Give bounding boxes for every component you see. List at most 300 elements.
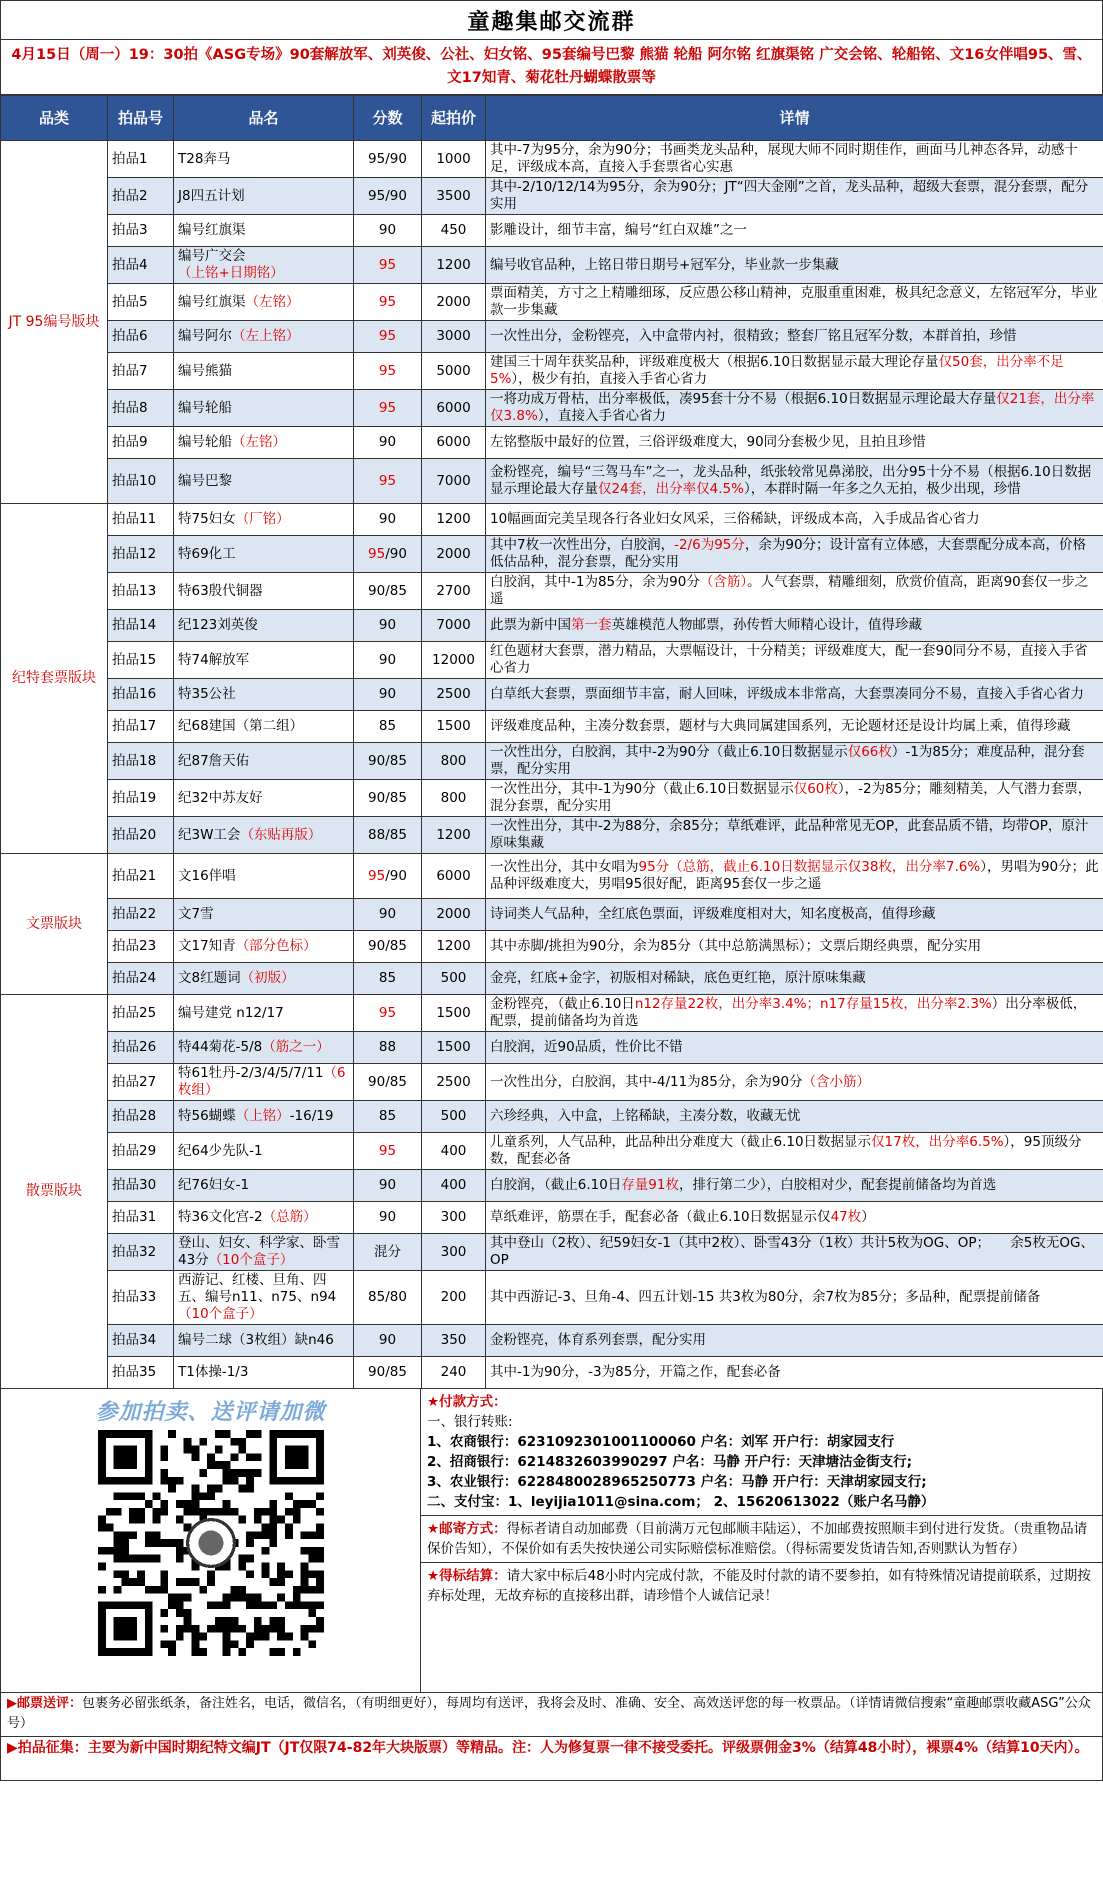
table-row xyxy=(1,963,1103,995)
table-row xyxy=(1,353,1103,390)
lot-start-price: 2000 xyxy=(422,536,486,573)
table-row xyxy=(1,1325,1103,1357)
lot-name xyxy=(174,1064,354,1101)
lot-score xyxy=(354,1101,422,1133)
text-segment: 一次性出分，其中-1为90分（截止6.10日数据显示 xyxy=(490,781,794,797)
text-segment: 仅60枚 xyxy=(793,781,838,797)
table-row xyxy=(1,178,1103,215)
text-segment: 90 xyxy=(378,434,397,450)
text-segment: 金亮，红底+金字，初版相对稀缺，底色更红艳，原汁原味集藏 xyxy=(490,970,866,986)
text-segment: 95/90 xyxy=(368,150,407,167)
text-segment: 其中-1为90分，-3为85分，开篇之作，配套必备 xyxy=(490,1364,781,1380)
header-detail: 详情 xyxy=(486,96,1103,141)
text-segment: 金粉铿亮，（截止6.10日 xyxy=(490,996,635,1012)
lot-number: 拍品14 xyxy=(108,610,174,642)
lot-number: 拍品19 xyxy=(108,780,174,817)
text-segment: 95 xyxy=(378,328,397,344)
lot-number: 拍品25 xyxy=(108,995,174,1032)
lot-detail xyxy=(486,141,1103,178)
text-segment: 纪68建国（第二组） xyxy=(178,718,304,734)
lot-start-price: 800 xyxy=(422,780,486,817)
text-segment: 特61牡丹-2/3/4/5/7/11 xyxy=(178,1065,324,1081)
lot-detail xyxy=(486,963,1103,995)
lot-name xyxy=(174,1133,354,1170)
table-row xyxy=(1,817,1103,854)
lot-number: 拍品11 xyxy=(108,504,174,536)
lot-name xyxy=(174,899,354,931)
lot-start-price: 3000 xyxy=(422,321,486,353)
lot-score xyxy=(354,536,422,573)
text-segment: /90 xyxy=(385,545,407,562)
text-segment: （10个盒子） xyxy=(208,1252,294,1268)
lot-detail xyxy=(486,1032,1103,1064)
text-segment: （厂铭） xyxy=(235,511,290,527)
text-segment: 特44菊花-5/8 xyxy=(178,1039,263,1055)
text-segment: 特56蝴蝶 xyxy=(178,1108,236,1124)
header-lot-no: 拍品号 xyxy=(108,96,174,141)
text-segment: ），极少有拍，直接入手省心省力 xyxy=(511,371,708,387)
lot-detail xyxy=(486,679,1103,711)
text-segment: 90 xyxy=(378,222,397,238)
text-segment: 95 xyxy=(378,1142,397,1159)
table-row xyxy=(1,390,1103,427)
text-segment: T28奔马 xyxy=(178,150,231,167)
lot-start-price: 7000 xyxy=(422,610,486,642)
lot-start-price: 400 xyxy=(422,1170,486,1202)
text-segment: 95/90 xyxy=(368,187,407,204)
lot-name xyxy=(174,141,354,178)
lot-score xyxy=(354,321,422,353)
text-segment: 90/85 xyxy=(368,752,407,769)
lot-number: 拍品35 xyxy=(108,1357,174,1389)
page-title: 童趣集邮交流群 xyxy=(0,0,1103,40)
lot-name xyxy=(174,963,354,995)
text-segment: 90 xyxy=(378,511,397,527)
text-segment: 影雕设计，细节丰富，编号“红白双雄”之一 xyxy=(490,222,747,238)
lot-detail xyxy=(486,711,1103,743)
text-segment: 编号二球（3枚组）缺n46 xyxy=(178,1332,334,1348)
text-segment: 金粉铿亮，编号“三驾马车”之一，龙头品种，纸张较常见鼻涕胶，出分95十分不易（根据6.10日数据显示理论最大存量 xyxy=(490,464,1092,497)
lot-score xyxy=(354,284,422,321)
table-row xyxy=(1,573,1103,610)
text-segment: ），男唱为90分；此品种评级难度大，男唱95很好配，距离95套仅一步之遥 xyxy=(490,859,1099,892)
text-segment: （6枚组） xyxy=(178,1065,346,1098)
qr-title: 参加拍卖、送评请加微 xyxy=(95,1400,326,1425)
lot-number: 拍品21 xyxy=(108,854,174,899)
lot-number: 拍品30 xyxy=(108,1170,174,1202)
text-segment: 其中7枚一次性出分，白胶润， xyxy=(490,537,675,553)
text-segment: 其中-7为95分，余为90分；书画类龙头品种，展现大师不同时期佳作，画面马儿神态各异，动感十足，评级成本高，直接入手套票省心实惠 xyxy=(490,142,1078,175)
lot-name xyxy=(174,711,354,743)
lot-score xyxy=(354,679,422,711)
table-row xyxy=(1,427,1103,459)
text-segment: 特75妇女 xyxy=(178,511,236,527)
lot-start-price: 2500 xyxy=(422,1064,486,1101)
text-segment: 文17知青 xyxy=(178,938,236,954)
text-segment: 85 xyxy=(378,1108,397,1124)
table-row xyxy=(1,642,1103,679)
lot-detail xyxy=(486,536,1103,573)
category-cell: 纪特套票版块 xyxy=(1,504,108,854)
text-segment: ），-2为85分；雕刻精美，人气潜力套票，混分套票，配分实用 xyxy=(490,781,1092,814)
table-row xyxy=(1,215,1103,247)
lot-number: 拍品8 xyxy=(108,390,174,427)
lot-start-price: 300 xyxy=(422,1234,486,1271)
lot-score xyxy=(354,711,422,743)
lot-score xyxy=(354,390,422,427)
lot-name xyxy=(174,504,354,536)
lot-name xyxy=(174,353,354,390)
text-segment: 95 xyxy=(378,399,397,416)
text-segment: 票面精美，方寸之上精雕细琢，反应愚公移山精神，克服重重困难，极具纪念意义，左铭冠军分，毕业款一步集藏 xyxy=(490,285,1098,318)
text-segment: ），95顶级分数，配套必备 xyxy=(490,1134,1082,1167)
text-segment: 仅17枚，出分率6.5% xyxy=(871,1134,1004,1150)
lot-start-price: 6000 xyxy=(422,390,486,427)
lot-name xyxy=(174,642,354,679)
lot-detail xyxy=(486,504,1103,536)
text-segment: 编号阿尔 xyxy=(178,328,232,344)
table-row xyxy=(1,1357,1103,1389)
text-segment: 纪3W工会 xyxy=(178,826,241,843)
lot-number: 拍品18 xyxy=(108,743,174,780)
lot-score xyxy=(354,1064,422,1101)
lot-start-price: 240 xyxy=(422,1357,486,1389)
text-segment: 一次性出分，白胶润，其中-4/11为85分，余为90分 xyxy=(490,1073,803,1090)
lot-name xyxy=(174,536,354,573)
text-segment: （左上铭） xyxy=(232,328,300,344)
text-segment: （东贴再版） xyxy=(240,826,322,843)
table-row xyxy=(1,679,1103,711)
text-segment: 95 xyxy=(378,293,397,310)
lot-score xyxy=(354,1357,422,1389)
submission-heading: ▶邮票送评： xyxy=(7,1696,82,1711)
lot-start-price: 1200 xyxy=(422,504,486,536)
lot-name xyxy=(174,1101,354,1133)
lot-detail xyxy=(486,459,1103,504)
text-segment: 一次性出分，金粉铿亮，入中盒带内衬，很精致；整套厂铭且冠军分数，本群首拍，珍惜 xyxy=(490,328,1017,344)
lot-name xyxy=(174,247,354,284)
lot-number: 拍品1 xyxy=(108,141,174,178)
text-segment: （上铭+日期铭） xyxy=(178,265,284,281)
text-segment: 一次性出分，白胶润，其中-2为90分（截止6.10日数据显示 xyxy=(490,744,848,760)
text-segment: 其中登山（2枚）、纪59妇女-1（其中2枚）、卧雪43分（1枚）共计5枚为OG、OP； 余5枚无OG、OP xyxy=(490,1235,1094,1268)
header-name: 品名 xyxy=(174,96,354,141)
text-segment: 90/85 xyxy=(368,582,407,599)
text-segment: ） xyxy=(861,1209,875,1225)
table-row xyxy=(1,1170,1103,1202)
text-segment: 。人气套票，精雕细刻，欣赏价值高，距离90套仅一步之遥 xyxy=(490,574,1089,607)
settle-heading: ★得标结算： xyxy=(427,1568,507,1584)
text-segment: 95分（总筋，截止6.10日数据显示仅38枚，出分率7.6% xyxy=(638,859,981,875)
text-segment: -16/19 xyxy=(289,1108,334,1124)
text-segment: 90 xyxy=(378,686,397,702)
lot-name xyxy=(174,995,354,1032)
text-segment: 白胶润，（截止6.10日 xyxy=(490,1177,622,1193)
text-segment: 文8红题词 xyxy=(178,970,241,986)
text-segment: （含小筋） xyxy=(802,1073,871,1090)
lot-score xyxy=(354,178,422,215)
text-segment: 白胶润，其中-1为85分，余为90分 xyxy=(490,574,700,590)
text-segment: 红色题材大套票，潜力精品，大票幅设计，十分精美；评级难度大，配一套90同分不易，直接入手省心省力 xyxy=(490,643,1088,676)
text-segment: 编号红旗渠 xyxy=(178,222,246,238)
lot-score xyxy=(354,215,422,247)
text-segment: 90 xyxy=(378,906,397,922)
lot-number: 拍品15 xyxy=(108,642,174,679)
auction-subtitle: 4月15日（周一）19：30拍《ASG专场》90套解放军、刘英俊、公社、妇女铭、95套编号巴黎 熊猫 轮船 阿尔铭 红旗渠铭 广交会铭、轮船铭、文16女伴唱95、雪、文17知青、菊花牡丹蝴蝶散票等 xyxy=(0,40,1103,95)
lot-detail xyxy=(486,427,1103,459)
payment-info xyxy=(421,1389,1102,1692)
payment-line: 二、支付宝：1、leyijia1011@sina.com； 2、15620613022（账户名马静） xyxy=(427,1494,935,1510)
lot-score xyxy=(354,817,422,854)
text-segment: 其中赤脚/挑担为90分，余为85分（其中总筋满黑标）；文票后期经典票，配分实用 xyxy=(490,938,982,954)
lot-name xyxy=(174,427,354,459)
lot-start-price: 1200 xyxy=(422,247,486,284)
text-segment: 金粉铿亮，体育系列套票，配分实用 xyxy=(490,1332,706,1348)
lot-start-price: 450 xyxy=(422,215,486,247)
lot-number: 拍品9 xyxy=(108,427,174,459)
text-segment: 90/85 xyxy=(368,938,407,954)
table-row xyxy=(1,459,1103,504)
lot-name xyxy=(174,743,354,780)
text-segment: 纪123刘英俊 xyxy=(178,617,258,633)
text-segment: 特74解放军 xyxy=(178,651,250,668)
text-segment: 编号广交会 xyxy=(178,248,246,264)
text-segment: 纪76妇女-1 xyxy=(178,1177,250,1193)
text-segment: 纪87詹天佑 xyxy=(178,752,250,769)
lot-score xyxy=(354,743,422,780)
lot-score xyxy=(354,995,422,1032)
text-segment: 草纸难评，筋票在手，配套必备（截止6.10日数据显示仅 xyxy=(490,1209,831,1225)
lot-detail xyxy=(486,247,1103,284)
table-row xyxy=(1,1064,1103,1101)
text-segment: 其中-2/10/12/14为95分，余为90分；JT“四大金刚”之首，龙头品种，超级大套票，混分套票，配分实用 xyxy=(490,179,1089,212)
header-score: 分数 xyxy=(354,96,422,141)
lot-start-price: 300 xyxy=(422,1202,486,1234)
text-segment: J8四五计划 xyxy=(178,187,245,204)
text-segment: 特35公社 xyxy=(178,686,236,702)
lot-number: 拍品22 xyxy=(108,899,174,931)
lot-detail xyxy=(486,610,1103,642)
lot-name xyxy=(174,1271,354,1325)
text-segment: T1体操-1/3 xyxy=(178,1364,249,1380)
text-segment: 47枚 xyxy=(830,1209,862,1225)
lot-name xyxy=(174,931,354,963)
lot-start-price: 2000 xyxy=(422,284,486,321)
text-segment: 纪32中苏友好 xyxy=(178,789,263,806)
table-row xyxy=(1,931,1103,963)
text-segment: 90 xyxy=(378,1332,397,1348)
lot-detail xyxy=(486,817,1103,854)
lot-start-price: 2700 xyxy=(422,573,486,610)
table-row xyxy=(1,1234,1103,1271)
lot-name xyxy=(174,610,354,642)
lot-start-price: 5000 xyxy=(422,353,486,390)
lot-score xyxy=(354,427,422,459)
lot-score xyxy=(354,1325,422,1357)
lot-score xyxy=(354,1170,422,1202)
lot-detail xyxy=(486,178,1103,215)
text-segment: 95 xyxy=(368,545,386,562)
lot-detail xyxy=(486,1234,1103,1271)
lot-number: 拍品26 xyxy=(108,1032,174,1064)
lot-start-price: 1500 xyxy=(422,1032,486,1064)
text-segment: 仅50套，出分率不足5% xyxy=(490,354,1064,387)
text-segment: 95 xyxy=(378,362,397,379)
lot-name xyxy=(174,854,354,899)
table-row xyxy=(1,1101,1103,1133)
lot-number: 拍品16 xyxy=(108,679,174,711)
lot-score xyxy=(354,1271,422,1325)
lot-number: 拍品32 xyxy=(108,1234,174,1271)
lot-score xyxy=(354,504,422,536)
lot-name xyxy=(174,459,354,504)
text-segment: （左铭） xyxy=(245,293,300,310)
lot-number: 拍品31 xyxy=(108,1202,174,1234)
text-segment: 90/85 xyxy=(368,1073,407,1090)
text-segment: 混分 xyxy=(374,1243,401,1260)
text-segment: ）-1为85分；难度品种，混分套票，配分实用 xyxy=(490,744,1085,777)
category-cell: 散票版块 xyxy=(1,995,108,1389)
lot-name xyxy=(174,390,354,427)
lot-name xyxy=(174,573,354,610)
text-segment: 特36文化宫-2 xyxy=(178,1209,263,1225)
text-segment: 90/85 xyxy=(368,789,407,806)
lot-number: 拍品27 xyxy=(108,1064,174,1101)
table-row xyxy=(1,1032,1103,1064)
text-segment: （上铭） xyxy=(235,1108,290,1124)
table-row xyxy=(1,504,1103,536)
table-row xyxy=(1,610,1103,642)
lot-score xyxy=(354,610,422,642)
lot-detail xyxy=(486,854,1103,899)
payment-line: 1、农商银行：6231092301001100060 户名：刘军 开户行：胡家园支行 xyxy=(427,1434,895,1450)
bank-title: 一、银行转账: xyxy=(427,1414,513,1430)
lot-detail xyxy=(486,1170,1103,1202)
lot-start-price: 7000 xyxy=(422,459,486,504)
lot-number: 拍品2 xyxy=(108,178,174,215)
table-row xyxy=(1,995,1103,1032)
lot-score xyxy=(354,931,422,963)
lot-number: 拍品20 xyxy=(108,817,174,854)
text-segment: n12存量22枚，出分率3.4%；n17存量15枚，出分率2.3% xyxy=(634,996,992,1012)
header-category: 品类 xyxy=(1,96,108,141)
lot-detail xyxy=(486,1101,1103,1133)
lot-number: 拍品13 xyxy=(108,573,174,610)
text-segment: ，排行第二少），白胶相对少，配套提前储备均为首选 xyxy=(679,1177,997,1193)
lot-start-price: 1200 xyxy=(422,931,486,963)
text-segment: 此票为新中国 xyxy=(490,617,571,633)
lot-table xyxy=(0,95,1103,1389)
text-segment: 10幅画面完美呈现各行各业妇女风采，三俗稀缺，评级成本高，入手成品省心省力 xyxy=(490,511,980,527)
text-segment: 特69化工 xyxy=(178,545,236,562)
lot-start-price: 350 xyxy=(422,1325,486,1357)
lot-score xyxy=(354,642,422,679)
payment-line: 2、招商银行：6214832603990297 户名：马静 开户行：天津塘沽金街支行; xyxy=(427,1454,912,1470)
table-row xyxy=(1,1202,1103,1234)
text-segment: 一次性出分，其中女唱为 xyxy=(490,859,639,875)
lot-detail xyxy=(486,642,1103,679)
lot-score xyxy=(354,1202,422,1234)
text-segment: 90 xyxy=(378,1209,397,1225)
lot-score xyxy=(354,1133,422,1170)
lot-name xyxy=(174,215,354,247)
text-segment: 诗词类人气品种，全红底色票面，评级难度相对大，知名度极高，值得珍藏 xyxy=(490,906,936,922)
lot-detail xyxy=(486,780,1103,817)
mail-text: 得标者请自动加邮费（目前满万元包邮顺丰陆运），不加邮费按照顺丰到付进行发货。（贵重物品请保价告知），不保价如有丢失按快递公司实际赔偿标准赔偿。（得标需要发货请告知,否则默认为暂存） xyxy=(427,1521,1088,1557)
lot-detail xyxy=(486,284,1103,321)
lot-name xyxy=(174,1357,354,1389)
text-segment: 85 xyxy=(378,718,397,734)
text-segment: （筋之一） xyxy=(262,1039,330,1055)
lot-name xyxy=(174,679,354,711)
text-segment: 88 xyxy=(378,1039,397,1055)
lot-number: 拍品6 xyxy=(108,321,174,353)
lot-score xyxy=(354,1234,422,1271)
text-segment: 90 xyxy=(378,1177,397,1193)
text-segment: 编号轮船 xyxy=(178,434,232,450)
mail-heading: ★邮寄方式： xyxy=(427,1521,507,1537)
lot-start-price: 400 xyxy=(422,1133,486,1170)
text-segment: 85 xyxy=(378,970,397,986)
lot-name xyxy=(174,284,354,321)
text-segment: 编号红旗渠 xyxy=(178,293,246,310)
lot-number: 拍品34 xyxy=(108,1325,174,1357)
table-row xyxy=(1,899,1103,931)
category-cell: 文票版块 xyxy=(1,854,108,995)
text-segment: 编号熊猫 xyxy=(178,362,232,379)
lot-number: 拍品23 xyxy=(108,931,174,963)
text-segment: 仅24套，出分率仅4.5% xyxy=(598,481,744,497)
lot-detail xyxy=(486,353,1103,390)
lot-start-price: 12000 xyxy=(422,642,486,679)
footer-panel xyxy=(0,1389,1103,1693)
lot-start-price: 3500 xyxy=(422,178,486,215)
table-row xyxy=(1,536,1103,573)
lot-score xyxy=(354,1032,422,1064)
text-segment: 仅21套，出分率仅3.8% xyxy=(490,391,1095,424)
text-segment: /90 xyxy=(385,867,407,884)
text-segment: 95 xyxy=(378,256,397,273)
lot-score xyxy=(354,459,422,504)
lot-number: 拍品17 xyxy=(108,711,174,743)
text-segment: （含筋） xyxy=(699,574,748,590)
lot-detail xyxy=(486,321,1103,353)
payment-line: 3、农业银行：6228480028965250773 户名：马静 开户行：天津胡家园支行; xyxy=(427,1474,927,1490)
text-segment: 西游记、红楼、旦角、四五、编号n11、n75、n94 xyxy=(178,1272,337,1305)
lot-score xyxy=(354,780,422,817)
lot-detail xyxy=(486,931,1103,963)
lot-detail xyxy=(486,215,1103,247)
text-segment: 一次性出分，其中-2为88分，余85分；草纸难评，此品种常见无OP，此套品质不错，均带OP，原汁原味集藏 xyxy=(490,818,1089,851)
lot-start-price: 500 xyxy=(422,1101,486,1133)
text-segment: （10个盒子） xyxy=(178,1306,263,1322)
header-price: 起拍价 xyxy=(422,96,486,141)
lot-name xyxy=(174,178,354,215)
text-segment: 95 xyxy=(378,1004,397,1021)
text-segment: 白胶润，近90品质，性价比不错 xyxy=(490,1039,683,1055)
lot-start-price: 500 xyxy=(422,963,486,995)
text-segment: 编号巴黎 xyxy=(178,472,232,489)
settle-text: 请大家中标后48小时内完成付款，不能及时付款的请不要参拍，如有特殊情况请提前联系，过期按弃标处理，无故弃标的直接移出群，请珍惜个人诚信记录！ xyxy=(427,1568,1091,1604)
lot-number: 拍品5 xyxy=(108,284,174,321)
lot-start-price: 6000 xyxy=(422,854,486,899)
submission-note xyxy=(0,1693,1103,1737)
text-segment: 英雄模范人物邮票，孙传哲大师精心设计，值得珍藏 xyxy=(611,617,922,633)
submission-text: 包裹务必留张纸条，备注姓名，电话，微信名，（有明细更好），每周均有送评，我将会及时、准确、安全、高效送评您的每一枚票品。（详情请微信搜索“童趣邮票收藏ASG”公众号） xyxy=(7,1696,1091,1731)
text-segment: 文7雪 xyxy=(178,906,214,922)
lot-detail xyxy=(486,1357,1103,1389)
text-segment: 登山、妇女、科学家、卧雪43分 xyxy=(178,1235,340,1268)
